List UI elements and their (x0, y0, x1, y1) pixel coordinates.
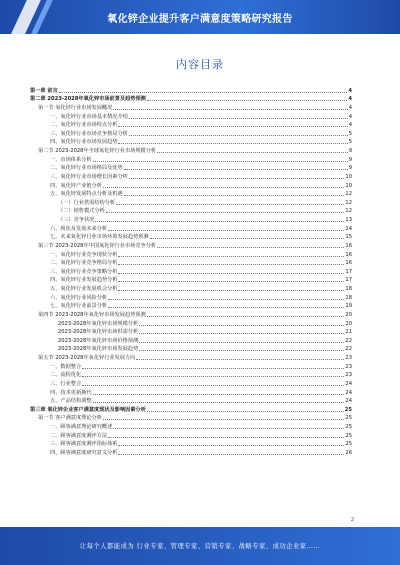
toc-leader-dots (108, 299, 344, 300)
toc-entry[interactable] (30, 241, 352, 250)
toc-entry[interactable] (30, 95, 352, 104)
toc-entry-label: 第五节 2023-2028年氧化锌行业发展方向 (38, 355, 136, 361)
toc-entry-label: 第一节 氧化锌行业市场发展概况 (38, 104, 113, 111)
toc-entry[interactable] (30, 250, 352, 259)
toc-entry-label: （二）销售模式分析 (58, 208, 105, 215)
toc-entry-page: 12 (345, 199, 352, 206)
toc-entry-label: 三、氧化锌行业市场竞争格局分析 (50, 130, 128, 137)
toc-entry-label: 七、未来氧化锌行业市场环境发展趋势预测 (50, 234, 149, 241)
toc-entry[interactable] (30, 138, 352, 147)
toc-entry[interactable] (30, 190, 352, 199)
header-banner (0, 0, 400, 34)
toc-entry-page: 25 (344, 406, 352, 413)
toc-entry-label: 六、现状及发展未来分析 (50, 225, 108, 232)
toc-entry-label: 二、流程优化 (50, 372, 82, 379)
toc-entry[interactable] (30, 146, 352, 155)
toc-entry-label: 第二章 2023-2028年氧化锌市场前景及趋势预测 (30, 96, 146, 103)
toc-entry-page: 4 (348, 113, 352, 120)
toc-leader-dots (139, 350, 344, 351)
toc-entry[interactable] (30, 215, 352, 224)
toc-entry-label: 五、产品结构调整 (50, 398, 92, 405)
toc-entry-page: 5 (348, 139, 352, 146)
toc-leader-dots (124, 195, 345, 196)
toc-entry-label: 六、氧化锌行业风险分析 (50, 294, 108, 301)
toc-entry[interactable] (30, 319, 352, 328)
toc-entry[interactable] (30, 371, 352, 380)
toc-leader-dots (157, 152, 348, 153)
toc-entry-label: 七、氧化锌行业前景分析 (50, 303, 108, 310)
toc-entry[interactable] (30, 405, 352, 414)
toc-entry-label: 2023-2028年氧化锌市场供需分析 (58, 329, 139, 336)
toc-entry-page: 9 (348, 156, 352, 163)
toc-entry-label: 一、氧化锌行业竞争现状分析 (50, 251, 118, 258)
toc-entry-page: 23 (345, 355, 352, 361)
toc-entry[interactable] (30, 224, 352, 233)
toc-entry-page: 22 (345, 346, 352, 353)
toc-leader-dots (118, 273, 344, 274)
toc-entry[interactable] (30, 267, 352, 276)
toc-leader-dots (103, 187, 345, 188)
toc-leader-dots (82, 376, 344, 377)
toc-entry-page: 13 (345, 217, 352, 223)
toc-entry[interactable] (30, 397, 352, 406)
footer-banner (0, 527, 400, 565)
toc-entry-label: （一）行业供需结构分析 (58, 199, 116, 206)
toc-leader-dots (147, 316, 345, 317)
toc-entry[interactable] (30, 276, 352, 285)
toc-leader-dots (139, 333, 344, 334)
toc-entry[interactable] (30, 302, 352, 311)
toc-leader-dots (113, 428, 344, 429)
toc-entry[interactable] (30, 164, 352, 173)
toc-leader-dots (147, 411, 344, 412)
toc-entry-page: 17 (345, 268, 352, 275)
toc-leader-dots (59, 92, 348, 93)
toc-heading: 内容目录 (176, 58, 224, 71)
toc-entry-page: 12 (345, 191, 352, 198)
toc-entry[interactable] (30, 181, 352, 190)
toc-leader-dots (93, 161, 348, 162)
toc-entry-label: 一、氧化锌行业市场基本情况介绍 (50, 113, 128, 120)
toc-entry-label: 第一章 前言 (30, 87, 58, 94)
toc-entry-label: 第四节 2023-2028年氧化锌市场发展趋势预测 (38, 311, 146, 318)
toc-entry-label: 一、数据整合 (50, 363, 82, 370)
toc-entry-label: 四、氧化锌行业发展趋势分析 (50, 277, 118, 284)
toc-entry[interactable] (30, 259, 352, 268)
toc-entry[interactable] (30, 379, 352, 388)
toc-leader-dots (118, 256, 344, 257)
toc-entry-page: 19 (345, 303, 352, 310)
toc-leader-dots (147, 100, 348, 101)
toc-entry-label: 四、技术更新换代 (50, 389, 92, 396)
toc-entry[interactable] (30, 345, 352, 354)
toc-leader-dots (106, 212, 345, 213)
toc-entry-page: 10 (345, 173, 352, 180)
toc-entry-page: 25 (345, 432, 352, 439)
toc-entry-page: 20 (345, 311, 352, 318)
toc-entry-label: 四、氧化锌产业链分析 (50, 182, 102, 189)
table-of-contents (30, 86, 352, 457)
toc-entry-page: 24 (345, 380, 352, 387)
toc-entry-label: 2023-2028年氧化锌市场发展趋势 (58, 346, 139, 353)
toc-entry-label: 二、氧化锌行业市场特点分析 (50, 122, 118, 129)
toc-entry-label: 二、氧化锌行业竞争格局分析 (50, 260, 118, 267)
toc-entry-page: 12 (345, 208, 352, 215)
toc-entry-page: 4 (348, 104, 352, 111)
toc-entry-page: 20 (345, 320, 352, 327)
toc-entry[interactable] (30, 129, 352, 138)
toc-entry-label: 第一节 客户满意度理论分析 (38, 415, 102, 422)
toc-entry[interactable] (30, 103, 352, 112)
toc-entry[interactable] (30, 112, 352, 121)
toc-leader-dots (95, 221, 344, 222)
toc-leader-dots (157, 247, 344, 248)
toc-entry[interactable] (30, 336, 352, 345)
toc-entry-page: 5 (348, 130, 352, 137)
toc-leader-dots (108, 230, 344, 231)
toc-entry-page: 24 (345, 389, 352, 396)
toc-entry[interactable] (30, 121, 352, 130)
toc-leader-dots (103, 419, 344, 420)
toc-entry[interactable] (30, 388, 352, 397)
report-title: 氧化锌企业提升客户满意度策略研究报告 (107, 14, 293, 25)
toc-leader-dots (118, 290, 344, 291)
toc-entry-label: 二、顾客满意度测评方法 (50, 432, 108, 439)
toc-leader-dots (139, 342, 344, 343)
toc-leader-dots (129, 178, 345, 179)
toc-entry-page: 4 (348, 122, 352, 129)
toc-leader-dots (150, 238, 345, 239)
toc-entry-label: 第三章 氧化锌企业客户满意度现状及影响因素分析 (30, 406, 146, 413)
toc-entry[interactable] (30, 284, 352, 293)
toc-entry[interactable] (30, 328, 352, 337)
toc-entry-page: 9 (348, 165, 352, 172)
toc-leader-dots (118, 143, 347, 144)
toc-entry-page: 18 (345, 294, 352, 301)
toc-entry[interactable] (30, 293, 352, 302)
toc-entry-label: 2023-2028年氧化锌市场规模分析 (58, 320, 139, 327)
toc-entry-page: 22 (345, 337, 352, 344)
toc-entry-label: 四、顾客满意度研究意义分析 (50, 449, 118, 456)
toc-entry-label: （三）竞争状况 (58, 217, 95, 223)
toc-entry[interactable] (30, 414, 352, 423)
toc-entry[interactable] (30, 353, 352, 362)
toc-entry-page: 16 (345, 242, 352, 249)
toc-entry-label: 三、行业整合 (50, 380, 82, 387)
toc-entry[interactable] (30, 431, 352, 440)
toc-entry[interactable] (30, 310, 352, 319)
toc-entry-label: 四、氧化锌行业市场发展趋势 (50, 139, 118, 146)
toc-entry-page: 18 (345, 286, 352, 292)
toc-entry-page: 4 (348, 87, 352, 94)
toc-entry[interactable] (30, 172, 352, 181)
toc-entry-page: 25 (345, 415, 352, 422)
toc-entry-label: 第二节 2023-2028年全球氧化锌行业市场规模分析 (38, 148, 157, 154)
toc-leader-dots (124, 169, 348, 170)
toc-leader-dots (118, 281, 344, 282)
toc-leader-dots (129, 118, 348, 119)
toc-entry-page: 21 (345, 329, 352, 336)
toc-entry-page: 26 (345, 449, 352, 456)
toc-entry-page: 16 (345, 251, 352, 258)
toc-leader-dots (118, 264, 344, 265)
toc-entry[interactable] (30, 448, 352, 457)
toc-entry[interactable] (30, 440, 352, 449)
toc-entry[interactable] (30, 422, 352, 431)
toc-leader-dots (129, 135, 348, 136)
toc-leader-dots (108, 437, 344, 438)
toc-entry-label: 五、氧化锌发展特点分析及机遇 (50, 191, 123, 198)
toc-entry-page: 25 (345, 424, 352, 430)
toc-entry-label: 第三节 2023-2028年中国氧化锌行业市场竞争分析 (38, 242, 157, 249)
toc-entry-page: 16 (345, 260, 352, 267)
toc-entry[interactable] (30, 86, 352, 95)
toc-entry[interactable] (30, 155, 352, 164)
toc-entry-label: 五、氧化锌行业发展机会分析 (50, 286, 118, 292)
toc-entry-label: 三、氧化锌行业竞争策略分析 (50, 268, 118, 275)
toc-entry[interactable] (30, 198, 352, 207)
toc-entry[interactable] (30, 207, 352, 216)
toc-leader-dots (82, 385, 344, 386)
toc-leader-dots (118, 445, 344, 446)
toc-entry-page: 9 (348, 148, 352, 154)
toc-leader-dots (136, 359, 344, 360)
page-number: 2 (350, 517, 354, 523)
footer-slogan: 让每个人都能成为 行业专家、管理专家、营销专家、战略专家、成功企业家…… (79, 543, 321, 550)
toc-entry-page: 24 (345, 398, 352, 405)
toc-leader-dots (93, 394, 345, 395)
toc-leader-dots (116, 204, 344, 205)
toc-leader-dots (113, 109, 347, 110)
toc-entry-page: 25 (345, 441, 352, 448)
toc-entry-page: 23 (345, 363, 352, 370)
toc-entry-page: 23 (345, 372, 352, 379)
toc-entry-page: 4 (348, 96, 352, 103)
toc-leader-dots (118, 126, 347, 127)
toc-leader-dots (139, 325, 344, 326)
toc-leader-dots (108, 307, 344, 308)
toc-entry-label: 二、氧化锌行业市场格局及优势 (50, 165, 123, 172)
toc-entry-label: 一、市场体系分析 (50, 156, 92, 163)
toc-entry-page: 10 (345, 182, 352, 189)
toc-entry-label: 三、顾客满意度测评指标体系 (50, 441, 118, 448)
toc-leader-dots (93, 402, 345, 403)
toc-entry-page: 17 (345, 277, 352, 284)
toc-entry-label: 一、顾客满意理论研究概述 (50, 424, 113, 430)
toc-entry-page: 14 (345, 225, 352, 232)
toc-entry-page: 15 (345, 234, 352, 241)
toc-leader-dots (82, 368, 344, 369)
toc-entry[interactable] (30, 233, 352, 242)
toc-entry[interactable] (30, 362, 352, 371)
toc-entry-label: 2023-2028年氧化锌市场价格预测 (58, 337, 139, 344)
toc-entry-label: 三、氧化锌行业市场增长因素分析 (50, 173, 128, 180)
toc-leader-dots (118, 454, 344, 455)
